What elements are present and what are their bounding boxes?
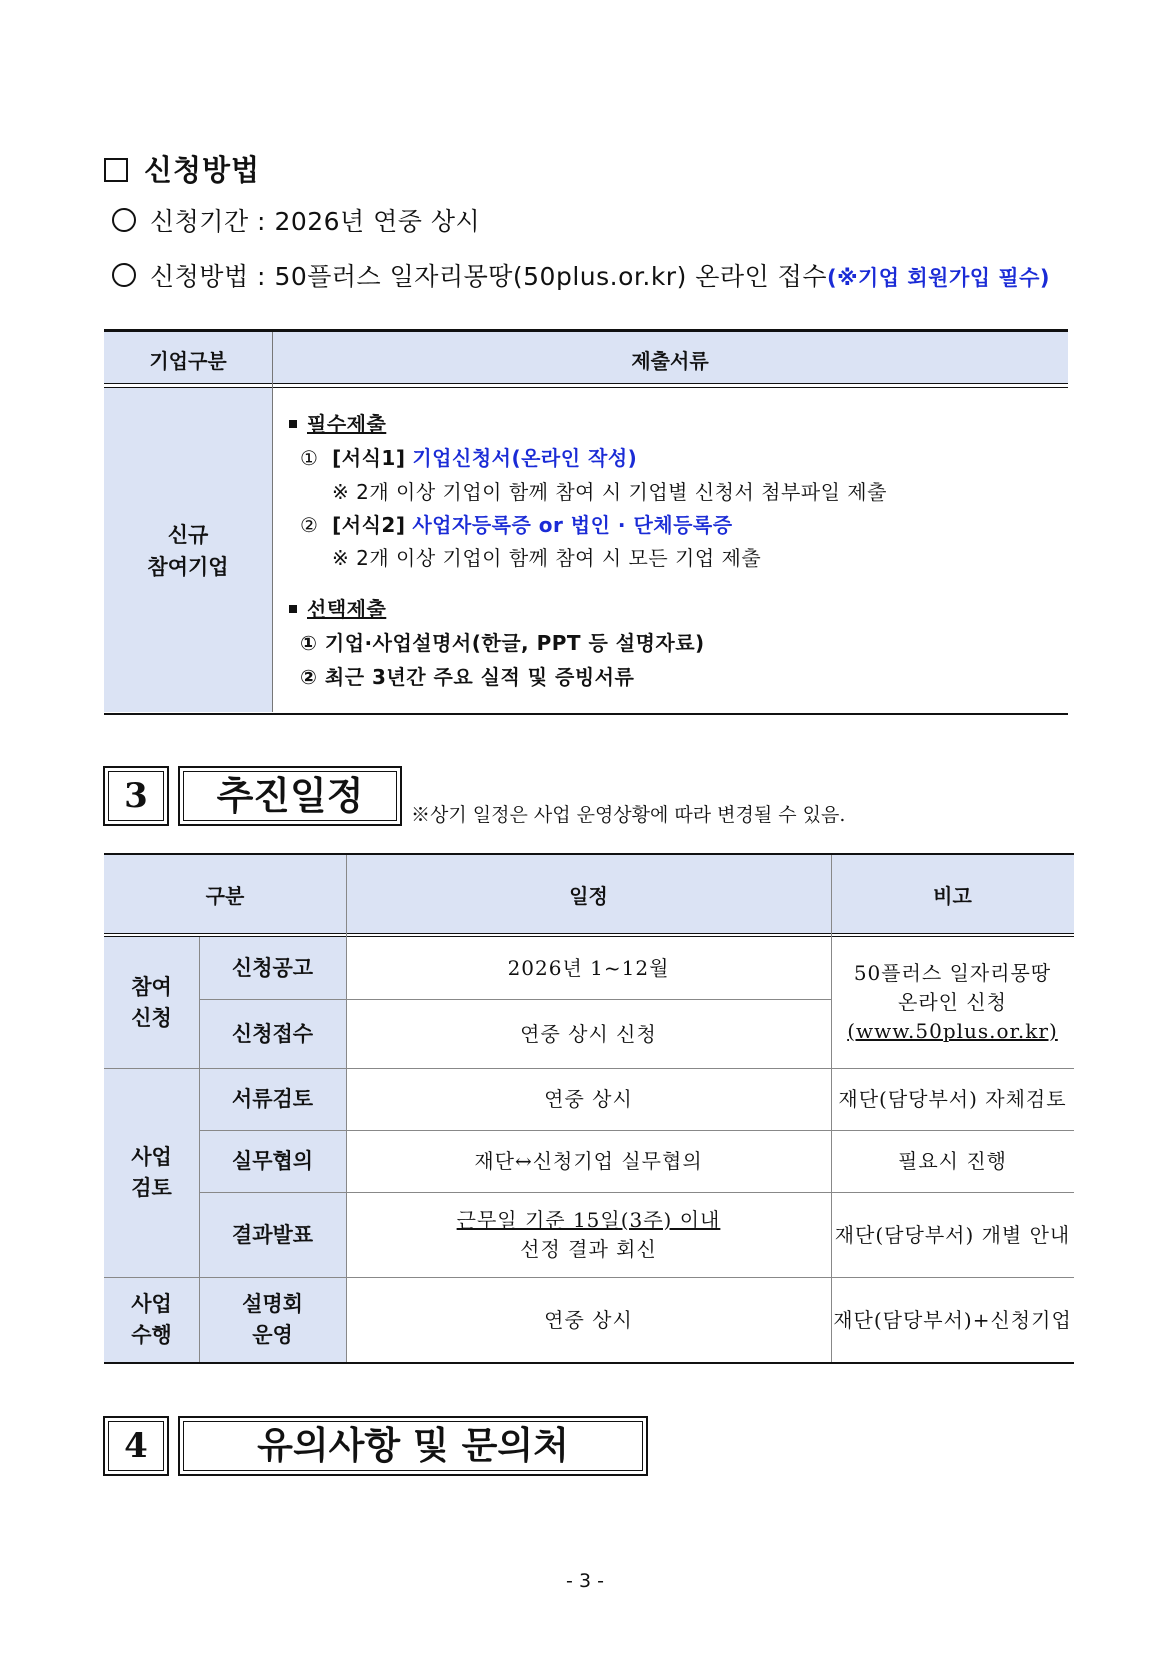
header-company-category: 기업구분 xyxy=(149,349,227,373)
header-remarks: 비고 xyxy=(933,883,972,908)
method-label: 신청방법 xyxy=(150,262,249,291)
table-row-item: 결과발표 xyxy=(231,1222,314,1247)
table-row-item: 실무협의 xyxy=(231,1149,314,1173)
section-4-title-box xyxy=(178,1416,648,1476)
required-item-2: ② [서식2] 사업자등록증 or 법인 · 단체등록증 xyxy=(300,513,733,537)
table-bottom-rule xyxy=(104,713,1068,715)
page-number: - 3 - xyxy=(566,1570,604,1592)
table-row-item: 신청접수 xyxy=(231,1021,314,1046)
header-schedule: 일정 xyxy=(569,883,608,908)
section-3-number-box: 3 xyxy=(103,766,169,826)
header-category: 구분 xyxy=(205,883,245,908)
section-title-application-method: 신청방법 xyxy=(104,148,260,189)
table-row-remarks: 필요시 진행 xyxy=(898,1149,1007,1173)
table-row-item: 설명회 운영 xyxy=(242,1292,303,1347)
schedule-table xyxy=(104,853,1074,1364)
merged-remark-online-application: 50플러스 일자리몽땅 온라인 신청 (www.50plus.or.kr) xyxy=(831,937,1074,1068)
section-3-title: 추진일정 xyxy=(216,774,364,818)
schedule-change-note: ※상기 일정은 사업 운영상황에 따라 변경될 수 있음. xyxy=(411,804,846,826)
table-row-remarks: 재단(담당부서) 자체검토 xyxy=(838,1087,1067,1111)
table-row-schedule: 재단↔신청기업 실무협의 xyxy=(474,1149,703,1173)
schedule-header-double-rule xyxy=(104,933,1074,934)
square-bullet-icon xyxy=(289,420,297,428)
header-submission-docs: 제출서류 xyxy=(631,349,709,373)
optional-item-2: ② 최근 3년간 주요 실적 및 증빙서류 xyxy=(300,665,635,689)
section-4-title: 유의사항 및 문의처 xyxy=(257,1424,569,1467)
table-row-schedule: 연중 상시 신청 xyxy=(520,1021,657,1046)
required-item-1-note: ※ 2개 이상 기업이 함께 참여 시 기업별 신청서 첨부파일 제출 xyxy=(332,480,887,504)
circle-bullet-icon xyxy=(112,263,136,287)
checkbox-square-icon xyxy=(104,158,128,182)
period-value: 2026년 연중 상시 xyxy=(274,207,481,236)
required-section-title: 필수제출 xyxy=(289,408,386,437)
group-participation-application: 참여 신청 xyxy=(131,974,172,1030)
table-row-item: 신청공고 xyxy=(231,955,314,980)
table-row-schedule: 연중 상시 xyxy=(544,1307,633,1332)
membership-required-note: (※기업 회원가입 필수) xyxy=(826,266,1051,290)
required-item-2-note: ※ 2개 이상 기업이 함께 참여 시 모든 기업 제출 xyxy=(332,546,762,570)
website-link[interactable]: (www.50plus.or.kr) xyxy=(847,1019,1058,1043)
section-3-title-box xyxy=(178,766,402,826)
table-row-schedule: 연중 상시 xyxy=(544,1087,633,1111)
submission-documents-table xyxy=(104,329,1068,715)
schedule-bottom-rule xyxy=(104,1362,1074,1364)
table-row-remarks: 재단(담당부서)+신청기업 xyxy=(833,1307,1072,1332)
category-new-company: 신규 참여기업 xyxy=(147,523,229,579)
method-value: 50플러스 일자리몽땅(50plus.or.kr) 온라인 접수 xyxy=(274,262,827,291)
square-bullet-icon xyxy=(289,605,297,613)
required-item-1: ① [서식1] 기업신청서(온라인 작성) xyxy=(300,446,638,470)
optional-section-title: 선택제출 xyxy=(289,593,386,622)
group-business-review: 사업 검토 xyxy=(131,1145,172,1200)
table-row-schedule: 2026년 1~12월 xyxy=(507,955,670,980)
period-label: 신청기간 xyxy=(150,207,249,236)
group-business-execution: 사업 수행 xyxy=(131,1292,172,1347)
application-method-line: 신청방법 : 50플러스 일자리몽땅(50plus.or.kr) 온라인 접수(※기업 회원가입 필수) xyxy=(112,257,1050,293)
table-row-schedule: 근무일 기준 15일(3주) 이내 선정 결과 회신 xyxy=(456,1208,721,1261)
column-separator xyxy=(272,332,273,712)
table-row-remarks: 재단(담당부서) 개별 안내 xyxy=(834,1222,1071,1247)
section-4-number-box: 4 xyxy=(103,1416,169,1476)
application-period-line: 신청기간 : 2026년 연중 상시 xyxy=(112,202,480,238)
table-row-item: 서류검토 xyxy=(231,1087,314,1111)
optional-item-1: ① 기업·사업설명서(한글, PPT 등 설명자료) xyxy=(300,631,705,655)
circle-bullet-icon xyxy=(112,208,136,232)
